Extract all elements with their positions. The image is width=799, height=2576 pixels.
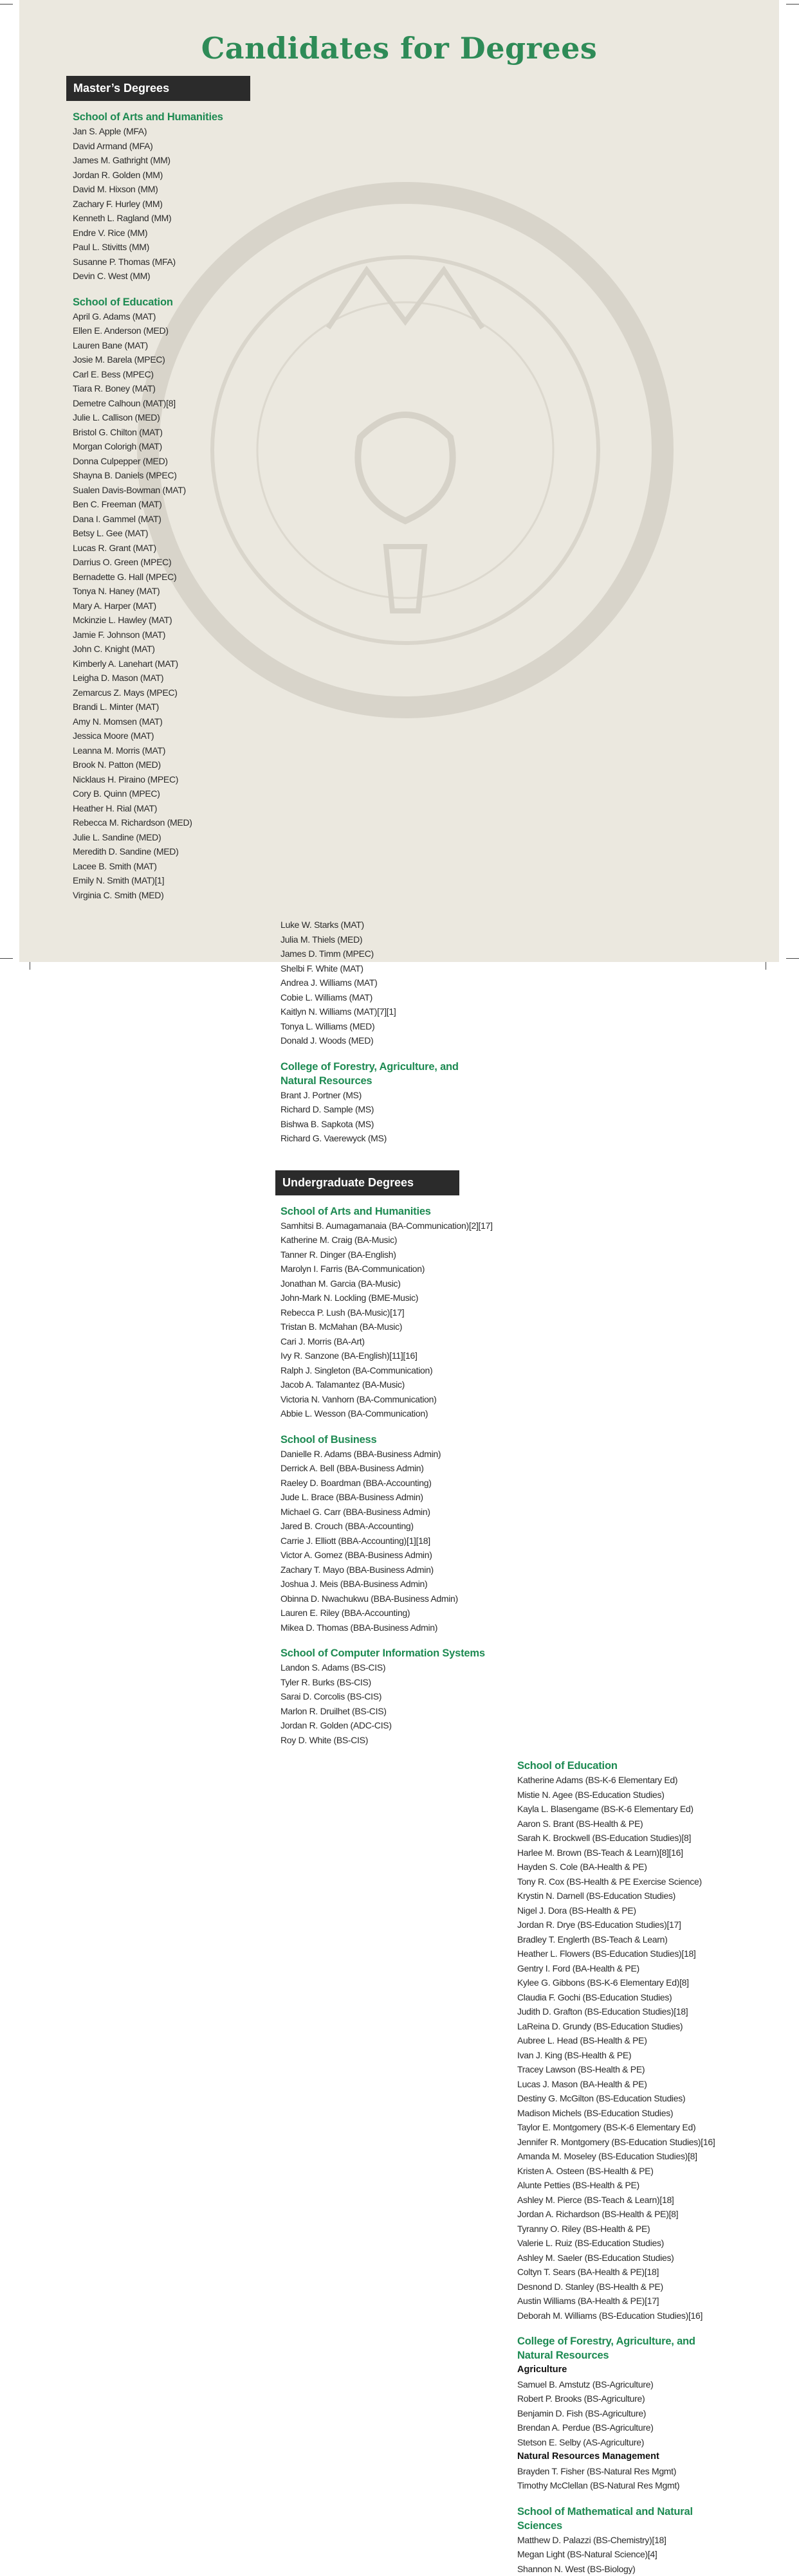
candidate-name: Julia M. Thiels (MED) — [280, 932, 506, 947]
candidate-name: Dana I. Gammel (MAT) — [73, 512, 266, 527]
masters-forestry-group — [280, 1060, 506, 1146]
name-list — [73, 124, 266, 284]
candidate-name: Tyranny O. Riley (BS-Health & PE) — [517, 2222, 768, 2236]
candidate-name: Morgan Colorigh (MAT) — [73, 439, 266, 454]
candidate-name: Zachary T. Mayo (BBA-Business Admin) — [280, 1563, 506, 1577]
school-heading: School of Mathematical and Natural — [517, 2505, 768, 2519]
masters-arts-group — [73, 110, 266, 284]
page-title: Candidates for Degrees — [19, 31, 779, 66]
candidate-name: Megan Light (BS-Natural Science)[4] — [517, 2547, 768, 2562]
candidate-name: James M. Gathright (MM) — [73, 153, 266, 168]
school-heading: School of Arts and Humanities — [280, 1204, 506, 1219]
name-list — [73, 309, 266, 903]
candidate-name: Lucas J. Mason (BA-Health & PE) — [517, 2077, 768, 2092]
candidate-name: Deborah M. Williams (BS-Education Studies)[16] — [517, 2308, 768, 2323]
candidate-name: Luke W. Starks (MAT) — [280, 918, 506, 932]
candidate-name: Richard G. Vaerewyck (MS) — [280, 1131, 506, 1146]
candidate-name: Tiara R. Boney (MAT) — [73, 381, 266, 396]
candidate-name: Raeley D. Boardman (BBA-Accounting) — [280, 1476, 506, 1491]
candidate-name: Abbie L. Wesson (BA-Communication) — [280, 1406, 506, 1421]
candidate-name: Emily N. Smith (MAT)[1] — [73, 873, 266, 888]
candidate-name: Amanda M. Moseley (BS-Education Studies)[8] — [517, 2149, 768, 2164]
candidate-name: Matthew D. Palazzi (BS-Chemistry)[18] — [517, 2533, 768, 2548]
name-list — [517, 2377, 768, 2450]
candidate-name: Judith D. Grafton (BS-Education Studies)[18] — [517, 2004, 768, 2019]
candidate-name: Stetson E. Selby (AS-Agriculture) — [517, 2435, 768, 2450]
candidate-name: Susanne P. Thomas (MFA) — [73, 255, 266, 269]
column-1 — [73, 76, 266, 902]
school-heading: School of Education — [73, 295, 266, 309]
candidate-name: Cobie L. Williams (MAT) — [280, 990, 506, 1005]
candidate-name: Jan S. Apple (MFA) — [73, 124, 266, 139]
candidate-name: Tonya L. Williams (MED) — [280, 1019, 506, 1034]
candidate-name: Derrick A. Bell (BBA-Business Admin) — [280, 1461, 506, 1476]
candidate-name: Nigel J. Dora (BS-Health & PE) — [517, 1903, 768, 1918]
candidate-name: Devin C. West (MM) — [73, 269, 266, 284]
candidate-name: Mary A. Harper (MAT) — [73, 599, 266, 613]
candidate-name: Jessica Moore (MAT) — [73, 729, 266, 743]
candidate-name: Jamie F. Johnson (MAT) — [73, 628, 266, 642]
candidate-name: Donald J. Woods (MED) — [280, 1033, 506, 1048]
candidate-name: Lacee B. Smith (MAT) — [73, 859, 266, 874]
candidate-name: Lauren E. Riley (BBA-Accounting) — [280, 1606, 506, 1620]
candidate-name: Cari J. Morris (BA-Art) — [280, 1334, 506, 1349]
candidate-name: Victor A. Gomez (BBA-Business Admin) — [280, 1548, 506, 1563]
candidate-name: Kaitlyn N. Williams (MAT)[7][1] — [280, 1004, 506, 1019]
candidate-name: Heather H. Rial (MAT) — [73, 801, 266, 816]
brochure-page — [19, 0, 779, 962]
candidate-name: Demetre Calhoun (MAT)[8] — [73, 396, 266, 411]
masters-heading: Master’s Degrees — [66, 76, 250, 101]
candidate-name: Nicklaus H. Piraino (MPEC) — [73, 772, 266, 787]
candidate-name: Samhitsi B. Aumagamanaia (BA-Communication)[2][17] — [280, 1219, 506, 1233]
candidate-name: Ben C. Freeman (MAT) — [73, 497, 266, 512]
name-list — [517, 1773, 768, 2323]
candidate-name: Carrie J. Elliott (BBA-Accounting)[1][18] — [280, 1534, 506, 1548]
candidate-name: Jennifer R. Montgomery (BS-Education Studies)[16] — [517, 2135, 768, 2150]
crop-mark — [0, 958, 13, 959]
candidate-name: Brook N. Patton (MED) — [73, 757, 266, 772]
candidate-name: Josie M. Barela (MPEC) — [73, 352, 266, 367]
candidate-name: Hayden S. Cole (BA-Health & PE) — [517, 1860, 768, 1874]
candidate-name: April G. Adams (MAT) — [73, 309, 266, 324]
candidate-name: Alunte Petties (BS-Health & PE) — [517, 2178, 768, 2193]
candidate-name: Timothy McClellan (BS-Natural Res Mgmt) — [517, 2478, 768, 2493]
candidate-name: Bernadette G. Hall (MPEC) — [73, 570, 266, 585]
school-heading: Sciences — [517, 2519, 768, 2533]
candidate-name: Cory B. Quinn (MPEC) — [73, 786, 266, 801]
candidate-name: Sarah K. Brockwell (BS-Education Studies)[8] — [517, 1831, 768, 1846]
undergrad-math-group — [517, 2505, 768, 2576]
candidate-name: Carl E. Bess (MPEC) — [73, 367, 266, 382]
candidate-name: Sualen Davis-Bowman (MAT) — [73, 483, 266, 498]
candidate-name: Kimberly A. Lanehart (MAT) — [73, 657, 266, 671]
program-subheading: Agriculture — [517, 2363, 768, 2377]
candidate-name: Roy D. White (BS-CIS) — [280, 1733, 506, 1748]
candidate-name: Gentry I. Ford (BA-Health & PE) — [517, 1961, 768, 1976]
undergrad-business-group — [280, 1433, 506, 1635]
candidate-name: Benjamin D. Fish (BS-Agriculture) — [517, 2406, 768, 2421]
candidate-name: Shayna B. Daniels (MPEC) — [73, 468, 266, 483]
school-heading: School of Business — [280, 1433, 506, 1447]
candidate-name: Jordan R. Drye (BS-Education Studies)[17] — [517, 1918, 768, 1932]
candidate-name: Julie L. Sandine (MED) — [73, 830, 266, 845]
crop-mark — [786, 4, 799, 5]
candidate-name: Coltyn T. Sears (BA-Health & PE)[18] — [517, 2265, 768, 2280]
candidate-name: Tyler R. Burks (BS-CIS) — [280, 1675, 506, 1690]
crop-mark — [0, 4, 13, 5]
candidate-name: David Armand (MFA) — [73, 139, 266, 154]
candidate-name: Lucas R. Grant (MAT) — [73, 541, 266, 556]
undergrad-cis-group — [280, 1646, 506, 1747]
candidate-name: John C. Knight (MAT) — [73, 642, 266, 657]
name-list — [280, 1219, 506, 1421]
candidate-name: Bristol G. Chilton (MAT) — [73, 425, 266, 440]
candidate-name: Leigha D. Mason (MAT) — [73, 671, 266, 685]
candidate-name: Madison Michels (BS-Education Studies) — [517, 2106, 768, 2121]
candidate-name: Tanner R. Dinger (BA-English) — [280, 1247, 506, 1262]
program-subheading: Natural Resources Management — [517, 2449, 768, 2464]
candidate-name: Ivan J. King (BS-Health & PE) — [517, 2048, 768, 2063]
candidate-name: Brayden T. Fisher (BS-Natural Res Mgmt) — [517, 2464, 768, 2479]
candidate-name: Jordan R. Golden (ADC-CIS) — [280, 1718, 506, 1733]
candidate-name: Jude L. Brace (BBA-Business Admin) — [280, 1490, 506, 1505]
candidate-name: John-Mark N. Lockling (BME-Music) — [280, 1291, 506, 1305]
name-list — [517, 2533, 768, 2576]
candidate-name: Betsy L. Gee (MAT) — [73, 526, 266, 541]
candidate-name: Mikea D. Thomas (BBA-Business Admin) — [280, 1620, 506, 1635]
masters-education-continued — [280, 918, 506, 1048]
school-heading: Natural Resources — [280, 1074, 506, 1088]
candidate-name: Jacob A. Talamantez (BA-Music) — [280, 1377, 506, 1392]
candidate-name: James D. Timm (MPEC) — [280, 947, 506, 961]
school-heading: College of Forestry, Agriculture, and — [280, 1060, 506, 1074]
candidate-name: Tony R. Cox (BS-Health & PE Exercise Science) — [517, 1874, 768, 1889]
candidate-name: Aubree L. Head (BS-Health & PE) — [517, 2033, 768, 2048]
candidate-name: Jonathan M. Garcia (BA-Music) — [280, 1276, 506, 1291]
name-list — [280, 1088, 506, 1146]
undergrad-education-group — [517, 1759, 768, 2323]
candidate-name: Virginia C. Smith (MED) — [73, 888, 266, 903]
candidate-name: Brant J. Portner (MS) — [280, 1088, 506, 1103]
masters-education-group — [73, 295, 266, 903]
candidate-name: Michael G. Carr (BBA-Business Admin) — [280, 1505, 506, 1519]
school-heading: School of Arts and Humanities — [73, 110, 266, 124]
candidate-name: Taylor E. Montgomery (BS-K-6 Elementary Ed) — [517, 2120, 768, 2135]
candidate-name: Endre V. Rice (MM) — [73, 226, 266, 240]
candidate-name: Tristan B. McMahan (BA-Music) — [280, 1320, 506, 1334]
candidate-name: Richard D. Sample (MS) — [280, 1102, 506, 1117]
candidate-name: Rebecca P. Lush (BA-Music)[17] — [280, 1305, 506, 1320]
candidate-name: Jordan R. Golden (MM) — [73, 168, 266, 183]
candidate-name: Marlon R. Druilhet (BS-CIS) — [280, 1704, 506, 1719]
candidate-name: LaReina D. Grundy (BS-Education Studies) — [517, 2019, 768, 2034]
candidate-name: Victoria N. Vanhorn (BA-Communication) — [280, 1392, 506, 1407]
school-heading: College of Forestry, Agriculture, and — [517, 2334, 768, 2348]
candidate-name: Julie L. Callison (MED) — [73, 410, 266, 425]
candidate-name: Krystin N. Darnell (BS-Education Studies) — [517, 1889, 768, 1903]
school-heading: Natural Resources — [517, 2348, 768, 2363]
undergrad-forestry-group — [517, 2334, 768, 2493]
candidate-name: Kayla L. Blasengame (BS-K-6 Elementary Ed) — [517, 1802, 768, 1817]
candidate-name: Shannon N. West (BS-Biology) — [517, 2562, 768, 2576]
candidate-name: Leanna M. Morris (MAT) — [73, 743, 266, 758]
candidate-name: Desnond D. Stanley (BS-Health & PE) — [517, 2280, 768, 2294]
candidate-name: Aaron S. Brant (BS-Health & PE) — [517, 1817, 768, 1831]
candidate-name: Mckinzie L. Hawley (MAT) — [73, 613, 266, 628]
candidate-name: Jared B. Crouch (BBA-Accounting) — [280, 1519, 506, 1534]
candidate-name: Rebecca M. Richardson (MED) — [73, 815, 266, 830]
candidate-name: Andrea J. Williams (MAT) — [280, 975, 506, 990]
candidate-name: Obinna D. Nwachukwu (BBA-Business Admin) — [280, 1592, 506, 1606]
candidate-name: Mistie N. Agee (BS-Education Studies) — [517, 1788, 768, 1802]
candidate-name: Katherine Adams (BS-K-6 Elementary Ed) — [517, 1773, 768, 1788]
undergrad-heading: Undergraduate Degrees — [275, 1170, 459, 1195]
candidate-name: Austin Williams (BA-Health & PE)[17] — [517, 2294, 768, 2308]
candidate-name: Kylee G. Gibbons (BS-K-6 Elementary Ed)[8] — [517, 1975, 768, 1990]
candidate-name: Joshua J. Meis (BBA-Business Admin) — [280, 1577, 506, 1592]
candidate-name: Darrius O. Green (MPEC) — [73, 555, 266, 570]
column-2 — [280, 918, 506, 1747]
crop-mark — [786, 958, 799, 959]
candidate-name: Zachary F. Hurley (MM) — [73, 197, 266, 212]
candidate-name: Danielle R. Adams (BBA-Business Admin) — [280, 1447, 506, 1462]
name-list — [280, 918, 506, 1048]
candidate-name: Jordan A. Richardson (BS-Health & PE)[8] — [517, 2207, 768, 2222]
candidate-name: Meredith D. Sandine (MED) — [73, 844, 266, 859]
name-list — [280, 1660, 506, 1747]
candidate-name: Ivy R. Sanzone (BA-English)[11][16] — [280, 1348, 506, 1363]
candidate-name: Bishwa B. Sapkota (MS) — [280, 1117, 506, 1132]
candidate-name: Bradley T. Englerth (BS-Teach & Learn) — [517, 1932, 768, 1947]
candidate-name: David M. Hixson (MM) — [73, 182, 266, 197]
candidate-name: Donna Culpepper (MED) — [73, 454, 266, 469]
candidate-name: Kristen A. Osteen (BS-Health & PE) — [517, 2164, 768, 2179]
candidate-name: Paul L. Stivitts (MM) — [73, 240, 266, 255]
candidate-name: Ellen E. Anderson (MED) — [73, 323, 266, 338]
candidate-name: Harlee M. Brown (BS-Teach & Learn)[8][16] — [517, 1846, 768, 1860]
candidate-name: Katherine M. Craig (BA-Music) — [280, 1233, 506, 1247]
candidate-name: Brandi L. Minter (MAT) — [73, 700, 266, 714]
candidate-name: Tracey Lawson (BS-Health & PE) — [517, 2062, 768, 2077]
candidate-name: Ashley M. Saeler (BS-Education Studies) — [517, 2251, 768, 2265]
name-list — [280, 1447, 506, 1635]
candidate-name: Valerie L. Ruiz (BS-Education Studies) — [517, 2236, 768, 2251]
candidate-name: Amy N. Momsen (MAT) — [73, 714, 266, 729]
candidate-name: Brendan A. Perdue (BS-Agriculture) — [517, 2420, 768, 2435]
name-list — [517, 2464, 768, 2493]
candidate-name: Marolyn I. Farris (BA-Communication) — [280, 1262, 506, 1276]
undergrad-arts-group — [280, 1204, 506, 1421]
candidate-name: Heather L. Flowers (BS-Education Studies)[18] — [517, 1946, 768, 1961]
column-3 — [517, 1759, 768, 2576]
candidate-name: Claudia F. Gochi (BS-Education Studies) — [517, 1990, 768, 2005]
candidate-name: Destiny G. McGilton (BS-Education Studies) — [517, 2091, 768, 2106]
school-heading: School of Education — [517, 1759, 768, 1773]
school-heading: School of Computer Information Systems — [280, 1646, 506, 1660]
candidate-name: Samuel B. Amstutz (BS-Agriculture) — [517, 2377, 768, 2392]
candidate-name: Landon S. Adams (BS-CIS) — [280, 1660, 506, 1675]
candidate-name: Zemarcus Z. Mays (MPEC) — [73, 685, 266, 700]
candidate-name: Lauren Bane (MAT) — [73, 338, 266, 353]
candidate-name: Sarai D. Corcolis (BS-CIS) — [280, 1689, 506, 1704]
candidate-name: Ashley M. Pierce (BS-Teach & Learn)[18] — [517, 2193, 768, 2208]
candidate-name: Tonya N. Haney (MAT) — [73, 584, 266, 599]
candidate-name: Kenneth L. Ragland (MM) — [73, 211, 266, 226]
candidate-name: Robert P. Brooks (BS-Agriculture) — [517, 2391, 768, 2406]
candidate-name: Shelbi F. White (MAT) — [280, 961, 506, 976]
candidate-name: Ralph J. Singleton (BA-Communication) — [280, 1363, 506, 1378]
